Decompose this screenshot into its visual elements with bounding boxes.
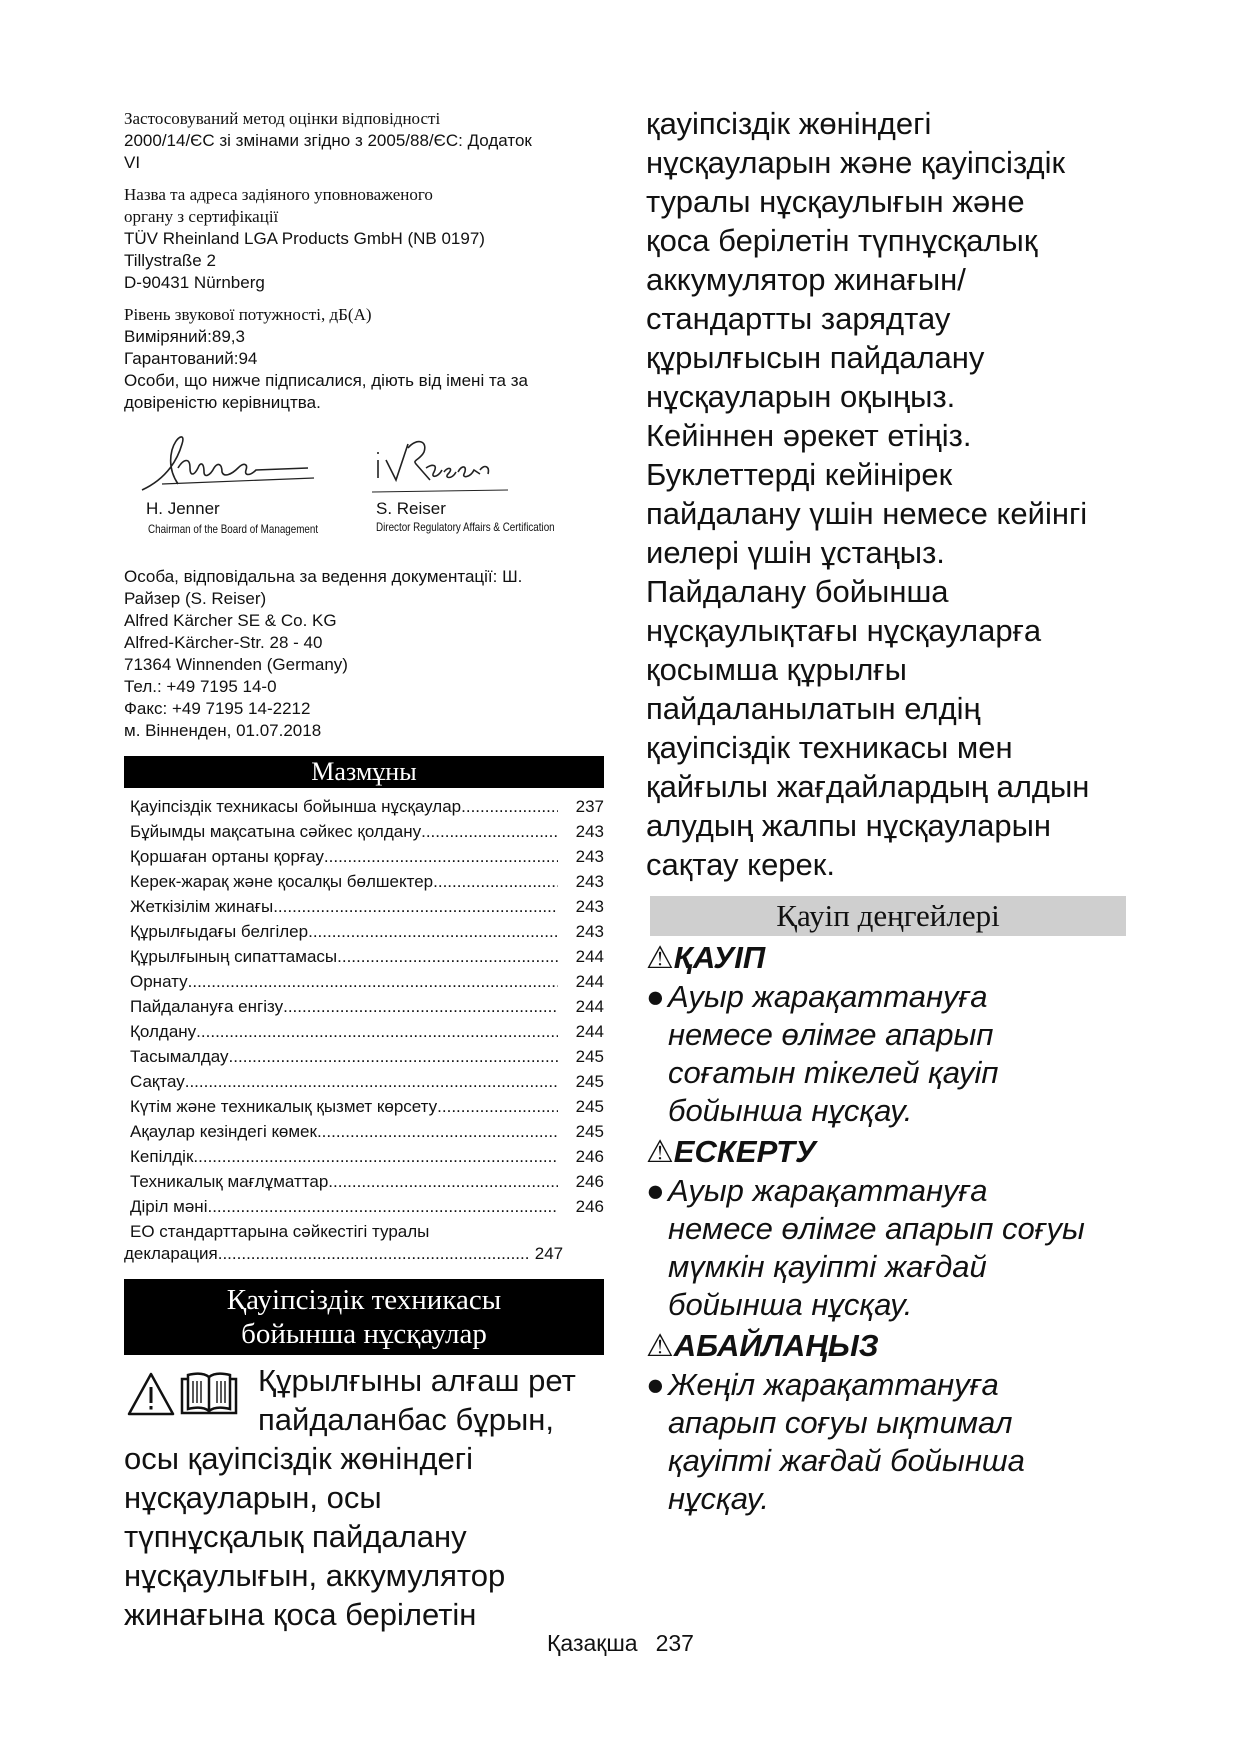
warning-label: ЕСКЕРТУ xyxy=(673,1134,817,1169)
company-name: Alfred Kärcher SE & Co. KG xyxy=(124,611,337,630)
open-book-icon xyxy=(180,1371,238,1417)
toc-item[interactable] xyxy=(124,819,604,844)
signatures xyxy=(124,424,604,574)
company-street: Alfred-Kärcher-Str. 28 - 40 xyxy=(124,633,323,652)
toc-item-page: 245 xyxy=(575,1097,604,1116)
text-line: нұсқаулықтағы нұсқауларға xyxy=(646,613,1042,648)
bullet-icon: ● xyxy=(646,1367,665,1402)
toc-item-page: 244 xyxy=(575,997,604,1016)
toc-item[interactable] xyxy=(124,1069,604,1094)
text-line: қосымша құрылғы xyxy=(646,652,907,687)
toc-item-page: 247 xyxy=(534,1244,564,1263)
company-phone: Тел.: +49 7195 14-0 xyxy=(124,677,277,696)
intro-line: түпнұсқалық пайдалану xyxy=(124,1519,467,1554)
toc-item-page: 244 xyxy=(575,1022,604,1041)
safety-title-line: Қауіпсіздік техникасы xyxy=(226,1284,502,1316)
footer-language: Қазақша xyxy=(547,1630,638,1656)
warning-triangle-icon: ⚠ xyxy=(646,1328,674,1363)
text-line: стандартты зарядтау xyxy=(646,301,951,336)
sound-guaranteed: Гарантований:94 xyxy=(124,349,258,368)
toc-item-declaration[interactable] xyxy=(124,1221,604,1265)
notified-body-label-cont: органу з сертифікації xyxy=(124,207,279,226)
toc-item-title: Пайдалануға енгізу xyxy=(130,997,284,1016)
safety-intro-continued xyxy=(646,104,1126,884)
hazard-caution xyxy=(646,1326,1126,1518)
page-footer xyxy=(0,1630,1241,1657)
responsible-line: Райзер (S. Reiser) xyxy=(124,589,267,608)
conformity-label: Застосовуваний метод оцінки відповідності xyxy=(124,109,441,128)
danger-text: соғатын тікелей қауіп xyxy=(668,1055,999,1090)
company-fax: Факс: +49 7195 14-2212 xyxy=(124,699,311,718)
toc-item-title: Күтім және техникалық қызмет көрсету xyxy=(130,1097,438,1116)
toc-item-title: ЕО стандарттарына сәйкестігі туралы xyxy=(130,1222,430,1241)
notified-body-label: Назва та адреса задіяного уповноваженого xyxy=(124,185,433,204)
signers-note-cont: довіреністю керівництва. xyxy=(124,393,321,412)
text-line: нұсқауларын және қауіпсіздік xyxy=(646,145,1066,180)
intro-line: осы қауіпсіздік жөніндегі xyxy=(124,1441,473,1476)
signer-name-2: S. Reiser xyxy=(376,499,446,518)
toc-item[interactable] xyxy=(124,1044,604,1069)
toc-item[interactable] xyxy=(124,969,604,994)
toc-item-page: 243 xyxy=(575,897,604,916)
toc-item-page: 246 xyxy=(575,1172,604,1191)
toc-item-title: Ақаулар кезіндегі көмек xyxy=(130,1122,317,1141)
text-line: Буклеттерді кейінірек xyxy=(646,457,953,492)
text-line: қоса берілетін түпнұсқалық xyxy=(646,223,1038,258)
toc-item[interactable] xyxy=(124,1194,604,1219)
text-line: қауіпсіздік жөніндегі xyxy=(646,106,932,141)
text-line: пайдалану үшін немесе кейінгі xyxy=(646,496,1088,531)
signer-role-1: Chairman of the Board of Management xyxy=(148,522,319,536)
text-line: алудың жалпы нұсқауларын xyxy=(646,808,1052,843)
page-number: 237 xyxy=(655,1630,694,1656)
bullet-icon: ● xyxy=(646,979,665,1014)
toc-item-page: 246 xyxy=(575,1197,604,1216)
text-line: нұсқауларын оқыңыз. xyxy=(646,379,956,414)
text-line: құрылғысын пайдалану xyxy=(646,340,985,375)
intro-line: нұсқауларын, осы xyxy=(124,1480,382,1515)
responsible-block xyxy=(124,566,604,742)
right-column xyxy=(646,104,1126,1518)
text-line: қауіпсіздік техникасы мен xyxy=(646,730,1013,765)
warning-triangle-icon: ⚠ xyxy=(646,1134,674,1169)
place-date: м. Вінненден, 01.07.2018 xyxy=(124,721,322,740)
toc-item-page: 237 xyxy=(575,797,604,816)
conformity-block xyxy=(124,108,604,174)
toc-item-title: Құрылғының сипаттамасы xyxy=(130,947,338,966)
toc-item-page: 244 xyxy=(575,947,604,966)
toc-item-title-cont: декларация xyxy=(124,1244,218,1263)
text-line: сақтау керек. xyxy=(646,847,835,882)
toc-item[interactable] xyxy=(124,844,604,869)
toc-item-page: 243 xyxy=(575,847,604,866)
responsible-line: Особа, відповідальна за ведення документації: Ш. xyxy=(124,567,523,586)
intro-line: пайдаланбас бұрын, xyxy=(258,1402,555,1437)
toc-item-title: Бұйымды мақсатына сәйкес қолдану xyxy=(130,822,422,841)
toc-item-title: Құрылғыдағы белгілер xyxy=(130,922,309,941)
sound-label: Рівень звукової потужності, дБ(А) xyxy=(124,305,372,324)
toc-item-title: Қолдану xyxy=(130,1022,197,1041)
toc-item-page: 245 xyxy=(575,1047,604,1066)
notified-body-street: Tillystraße 2 xyxy=(124,251,216,270)
intro-line: жинағына қоса берілетін xyxy=(124,1597,477,1632)
signature-reiser xyxy=(372,424,512,498)
toc-item[interactable] xyxy=(124,794,604,819)
text-line: иелері үшін ұстаңыз. xyxy=(646,535,945,570)
toc-title: Мазмұны xyxy=(124,756,604,788)
text-line: Кейіннен әрекет етіңіз. xyxy=(646,418,972,453)
toc-item[interactable] xyxy=(124,1019,604,1044)
text-line: туралы нұсқаулығын және xyxy=(646,184,1025,219)
safety-title-line: бойынша нұсқаулар xyxy=(241,1318,487,1350)
notified-body-name: TÜV Rheinland LGA Products GmbH (NB 0197) xyxy=(124,229,485,248)
hazard-danger xyxy=(646,938,1126,1130)
toc-item-title: Жеткізілім жинағы xyxy=(130,897,274,916)
left-column xyxy=(124,108,604,1634)
toc-item-page: 243 xyxy=(575,922,604,941)
caution-label: АБАЙЛАҢЫЗ xyxy=(673,1328,879,1363)
toc-item[interactable] xyxy=(124,994,604,1019)
text-line: пайдаланылатын елдің xyxy=(646,691,981,726)
toc-item[interactable] xyxy=(124,1094,604,1119)
toc-item-title: Діріл мәні xyxy=(130,1197,208,1216)
toc-item-page: 246 xyxy=(575,1147,604,1166)
sound-measured: Виміряний:89,3 xyxy=(124,327,245,346)
caution-text: Жеңіл жарақаттануға xyxy=(668,1367,999,1402)
danger-text: Ауыр жарақаттануға xyxy=(668,979,988,1014)
hazard-warning xyxy=(646,1132,1126,1324)
warning-text: мүмкін қауіпті жағдай xyxy=(668,1249,987,1284)
signers-note: Особи, що нижче підписалися, діють від імені та за xyxy=(124,371,528,390)
warning-text: Ауыр жарақаттануға xyxy=(668,1173,988,1208)
toc-item[interactable] xyxy=(124,944,604,969)
safety-intro xyxy=(124,1361,604,1634)
intro-icons xyxy=(126,1371,238,1417)
caution-text: нұсқау. xyxy=(668,1481,769,1516)
company-city: 71364 Winnenden (Germany) xyxy=(124,655,348,674)
toc-item-page: 244 xyxy=(575,972,604,991)
text-line: Пайдалану бойынша xyxy=(646,574,949,609)
text-line: қайғылы жағдайлардың алдын xyxy=(646,769,1090,804)
toc-item[interactable] xyxy=(124,894,604,919)
hazard-levels-title: Қауіп деңгейлері xyxy=(650,896,1126,936)
warning-text: немесе өлімге апарып соғуы xyxy=(668,1211,1085,1246)
toc-item-page: 243 xyxy=(575,872,604,891)
text-line: аккумулятор жинағын/ xyxy=(646,262,966,297)
toc-item-title: Техникалық мағлұматтар xyxy=(130,1172,329,1191)
notified-body-city: D-90431 Nürnberg xyxy=(124,273,265,292)
toc-item-page: 245 xyxy=(575,1072,604,1091)
intro-line: нұсқаулығын, аккумулятор xyxy=(124,1558,506,1593)
conformity-value: 2000/14/ЄС зі змінами згідно з 2005/88/ЄС: Додаток xyxy=(124,131,532,150)
signer-name-1: H. Jenner xyxy=(146,499,220,518)
signer-role-2: Director Regulatory Affairs & Certification xyxy=(376,520,555,534)
caution-text: қауіпті жағдай бойынша xyxy=(668,1443,1025,1478)
warning-triangle-icon xyxy=(126,1371,176,1417)
warning-text: бойынша нұсқау. xyxy=(668,1287,913,1322)
danger-label: ҚАУІП xyxy=(673,940,766,975)
toc-item[interactable] xyxy=(124,869,604,894)
toc-item-title: Орнату xyxy=(130,972,188,991)
toc-item-title: Кепілдік xyxy=(130,1147,194,1166)
toc-item-page: 245 xyxy=(575,1122,604,1141)
toc-item[interactable] xyxy=(124,919,604,944)
danger-text: бойынша нұсқау. xyxy=(668,1093,913,1128)
toc-item[interactable] xyxy=(124,1169,604,1194)
intro-line: Құрылғыны алғаш рет xyxy=(258,1363,576,1398)
toc-item[interactable] xyxy=(124,1144,604,1169)
toc-item[interactable] xyxy=(124,1119,604,1144)
toc-item-title: Қауіпсіздік техникасы бойынша нұсқаулар xyxy=(130,797,462,816)
notified-body-block xyxy=(124,184,604,294)
toc-item-title: Керек-жарақ және қосалқы бөлшектер xyxy=(130,872,434,891)
warning-triangle-icon: ⚠ xyxy=(646,940,674,975)
toc-item-page: 243 xyxy=(575,822,604,841)
toc-item-title: Тасымалдау xyxy=(130,1047,229,1066)
caution-text: апарып соғуы ықтимал xyxy=(668,1405,1013,1440)
table-of-contents xyxy=(124,794,604,1265)
toc-item-title: Сақтау xyxy=(130,1072,185,1091)
safety-section-title xyxy=(124,1279,604,1355)
conformity-value-cont: VI xyxy=(124,153,141,172)
toc-item-title: Қоршаған ортаны қорғау xyxy=(130,847,324,866)
bullet-icon: ● xyxy=(646,1173,665,1208)
danger-text: немесе өлімге апарып xyxy=(668,1017,994,1052)
signature-jenner xyxy=(138,428,318,498)
sound-block xyxy=(124,304,604,414)
